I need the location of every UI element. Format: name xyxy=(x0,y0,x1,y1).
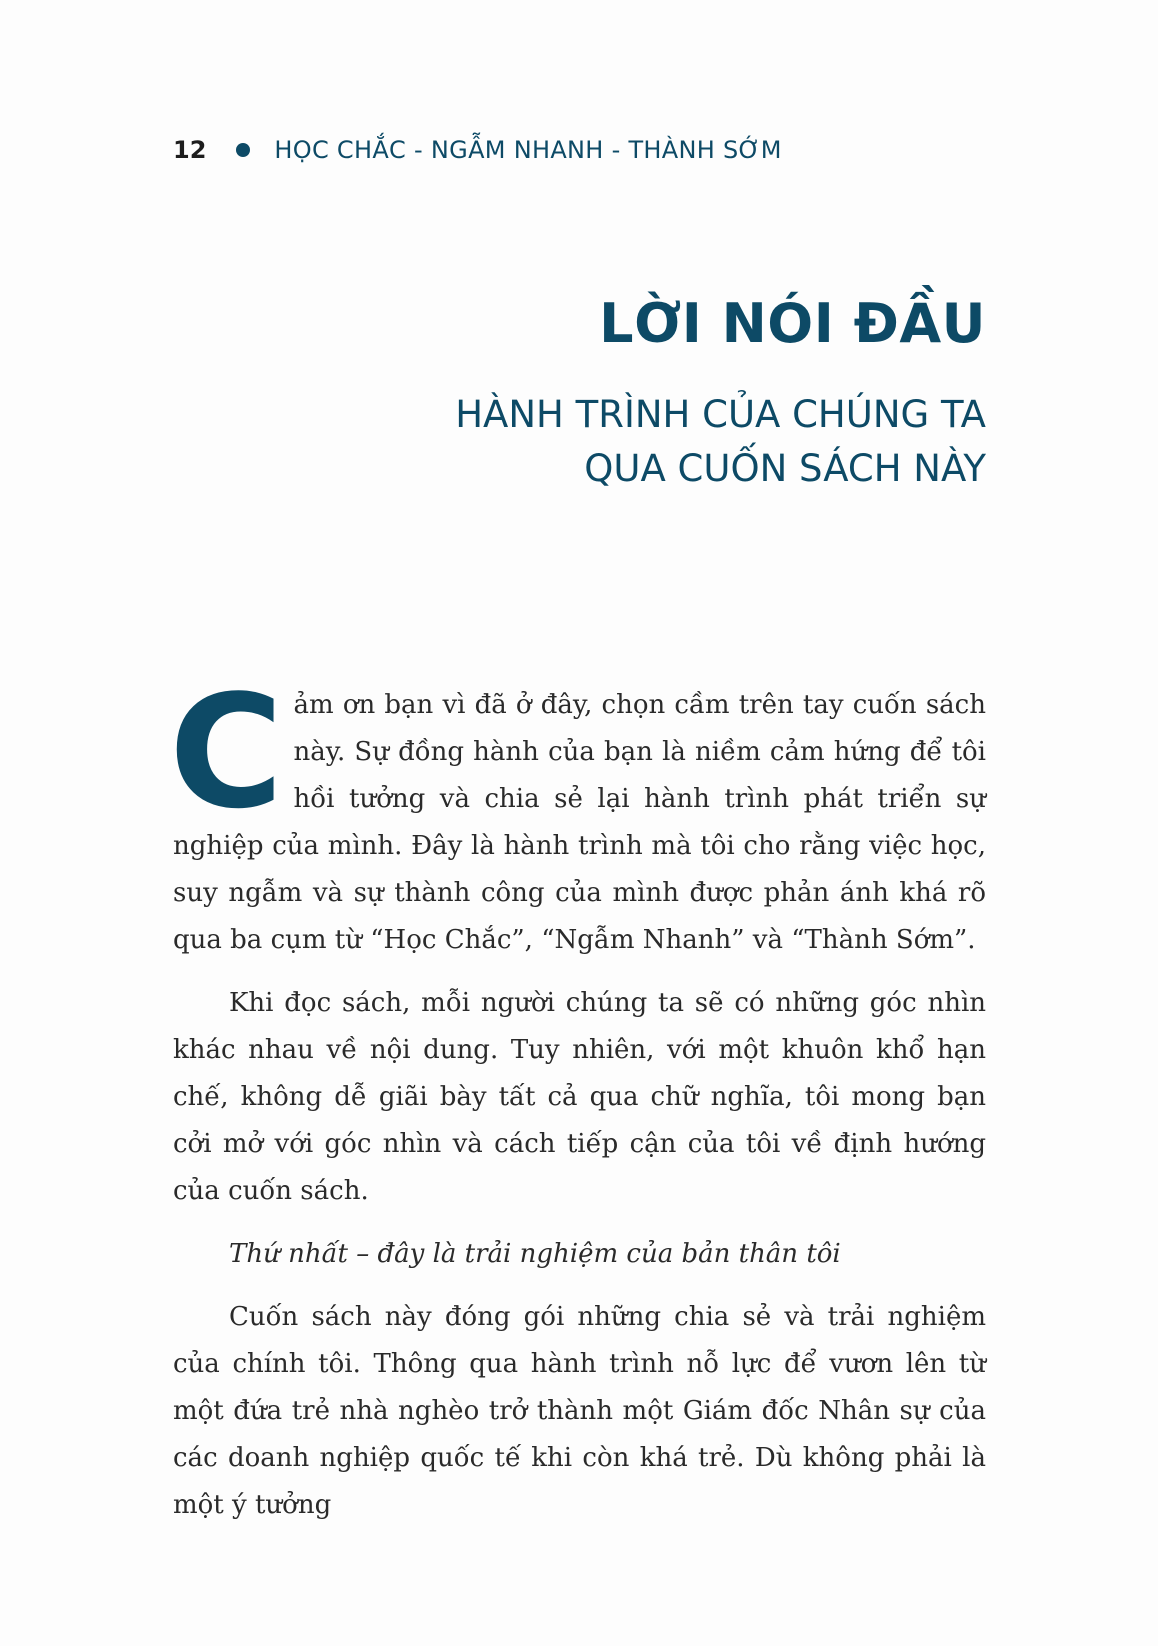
bullet-dot-icon xyxy=(236,143,250,157)
running-title: HỌC CHẮC - NGẪM NHANH - THÀNH SỚM xyxy=(274,136,782,164)
chapter-title: LỜI NÓI ĐẦU xyxy=(599,292,986,355)
paragraph-1-text: ảm ơn bạn vì đã ở đây, chọn cầm trên tay cuốn sách này. Sự đồng hành của bạn là niềm cảm hứng để tôi hồi tưởng và chia sẻ lại hành trình phát triển sự nghiệp của mình. Đây là hành trình mà tôi cho rằng việc học, suy ngẫm và sự thành công của mình được phản ánh khá rõ qua ba cụm từ “Học Chắc”, “Ngẫm Nhanh” và “Thành Sớm”. xyxy=(173,690,986,955)
chapter-subtitle xyxy=(455,388,986,496)
paragraph-3: Cuốn sách này đóng gói những chia sẻ và trải nghiệm của chính tôi. Thông qua hành trình nỗ lực để vươn lên từ một đứa trẻ nhà nghèo trở thành một Giám đốc Nhân sự của các doanh nghiệp quốc tế khi còn khá trẻ. Dù không phải là một ý tưởng xyxy=(173,1302,986,1520)
page-number: 12 xyxy=(173,136,207,164)
paragraph-2: Khi đọc sách, mỗi người chúng ta sẽ có những góc nhìn khác nhau về nội dung. Tuy nhiên, với một khuôn khổ hạn chế, không dễ giãi bày tất cả qua chữ nghĩa, tôi mong bạn cởi mở với góc nhìn và cách tiếp cận của tôi về định hướng của cuốn sách. xyxy=(173,988,986,1206)
section-heading: Thứ nhất – đây là trải nghiệm của bản thân tôi xyxy=(229,1239,841,1269)
running-header xyxy=(173,130,782,170)
body-text xyxy=(169,661,986,1545)
chapter-subtitle-line-1: HÀNH TRÌNH CỦA CHÚNG TA xyxy=(455,393,986,436)
drop-cap: C xyxy=(169,661,284,843)
paragraph-1 xyxy=(169,661,986,964)
chapter-subtitle-line-2: QUA CUỐN SÁCH NÀY xyxy=(584,447,986,490)
